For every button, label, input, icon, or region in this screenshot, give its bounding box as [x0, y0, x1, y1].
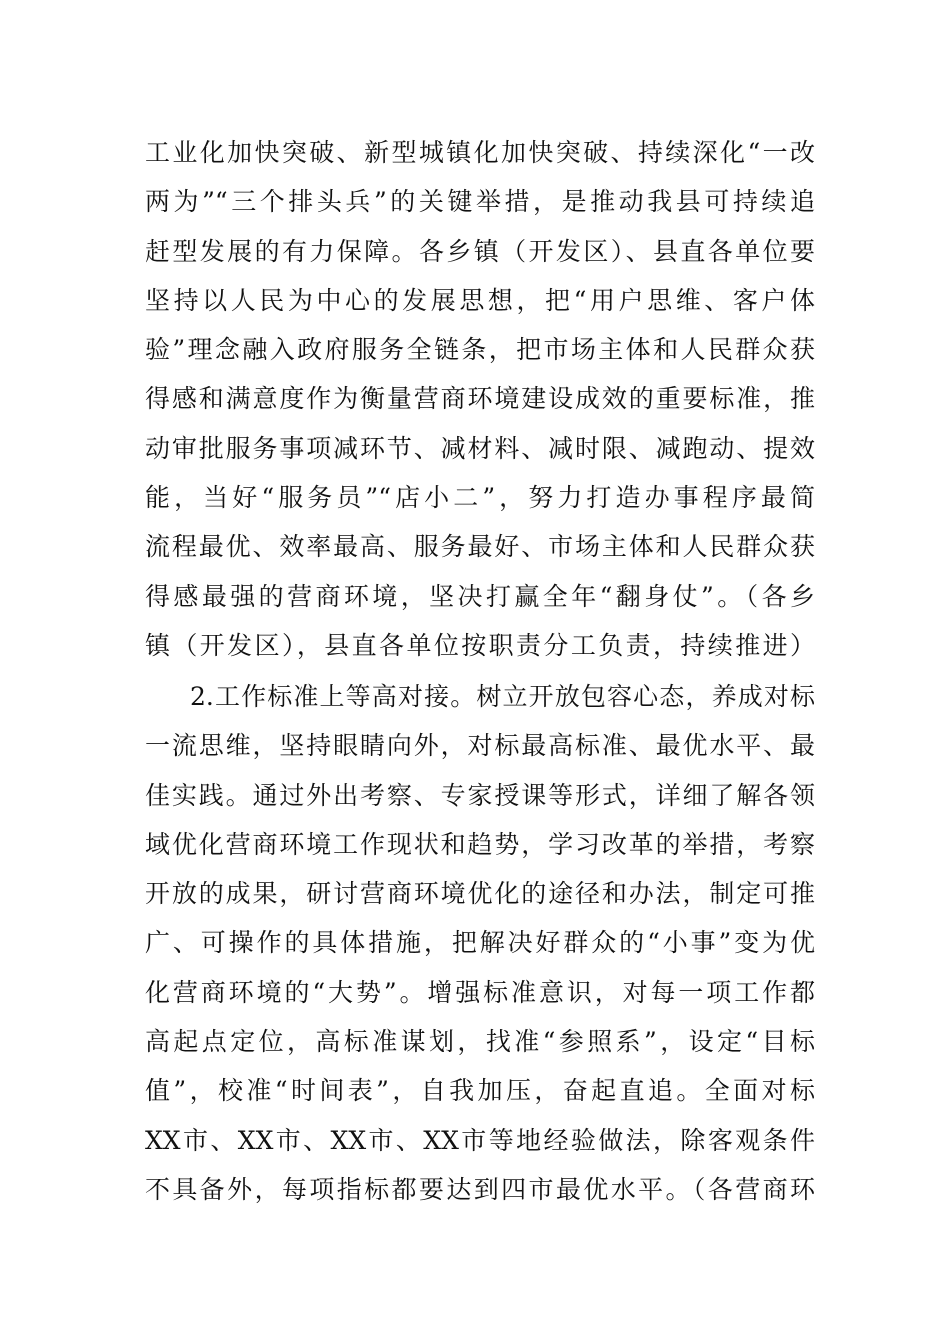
paragraph-2-line: 开放的成果，研讨营商环境优化的途径和办法，制定可推: [145, 879, 815, 909]
paragraph-2-line: 不具备外，每项指标都要达到四市最优水平。（各营商环: [145, 1174, 815, 1204]
paragraph-1-line: 能，当好“服务员”“店小二”，努力打造办事程序最简: [145, 483, 815, 513]
paragraph-1-line: 验”理念融入政府服务全链条，把市场主体和人民群众获: [145, 335, 815, 365]
paragraph-2-line: 值”，校准“时间表”，自我加压，奋起直追。全面对标: [145, 1076, 815, 1106]
paragraph-1-line: 镇（开发区），县直各单位按职责分工负责，持续推进）: [145, 630, 815, 660]
paragraph-1-line: 两为”“三个排头兵”的关键举措，是推动我县可持续追: [145, 187, 815, 217]
paragraph-1-line: 流程最优、效率最高、服务最好、市场主体和人民群众获: [145, 532, 815, 562]
paragraph-2-line: 化营商环境的“大势”。增强标准意识，对每一项工作都: [145, 977, 815, 1007]
paragraph-2-line: 一流思维，坚持眼睛向外，对标最高标准、最优水平、最: [145, 731, 815, 761]
paragraph-2-line: 广、可操作的具体措施，把解决好群众的“小事”变为优: [145, 928, 815, 958]
paragraph-1-line: 赶型发展的有力保障。各乡镇（开发区）、县直各单位要: [145, 236, 815, 266]
paragraph-1-line: 得感和满意度作为衡量营商环境建设成效的重要标准，推: [145, 384, 815, 414]
paragraph-2-line: 2.工作标准上等高对接。树立开放包容心态，养成对标: [190, 682, 815, 711]
paragraph-2-line: 域优化营商环境工作现状和趋势，学习改革的举措，考察: [145, 829, 815, 859]
paragraph-1-line: 动审批服务事项减环节、减材料、减时限、减跑动、提效: [145, 433, 815, 463]
paragraph-1-line: 坚持以人民为中心的发展思想，把“用户思维、客户体: [145, 285, 815, 315]
paragraph-1-line: 工业化加快突破、新型城镇化加快突破、持续深化“一改: [145, 138, 815, 167]
paragraph-2-line: 佳实践。通过外出考察、专家授课等形式，详细了解各领: [145, 780, 815, 810]
paragraph-1-line: 得感最强的营商环境，坚决打赢全年“翻身仗”。（各乡: [145, 581, 815, 611]
paragraph-2-line: XX市、XX市、XX市、XX市等地经验做法，除客观条件: [145, 1125, 815, 1155]
paragraph-1: [145, 128, 815, 670]
paragraph-2: [145, 672, 815, 1214]
paragraph-2-line: 高起点定位，高标准谋划，找准“参照系”，设定“目标: [145, 1027, 815, 1057]
